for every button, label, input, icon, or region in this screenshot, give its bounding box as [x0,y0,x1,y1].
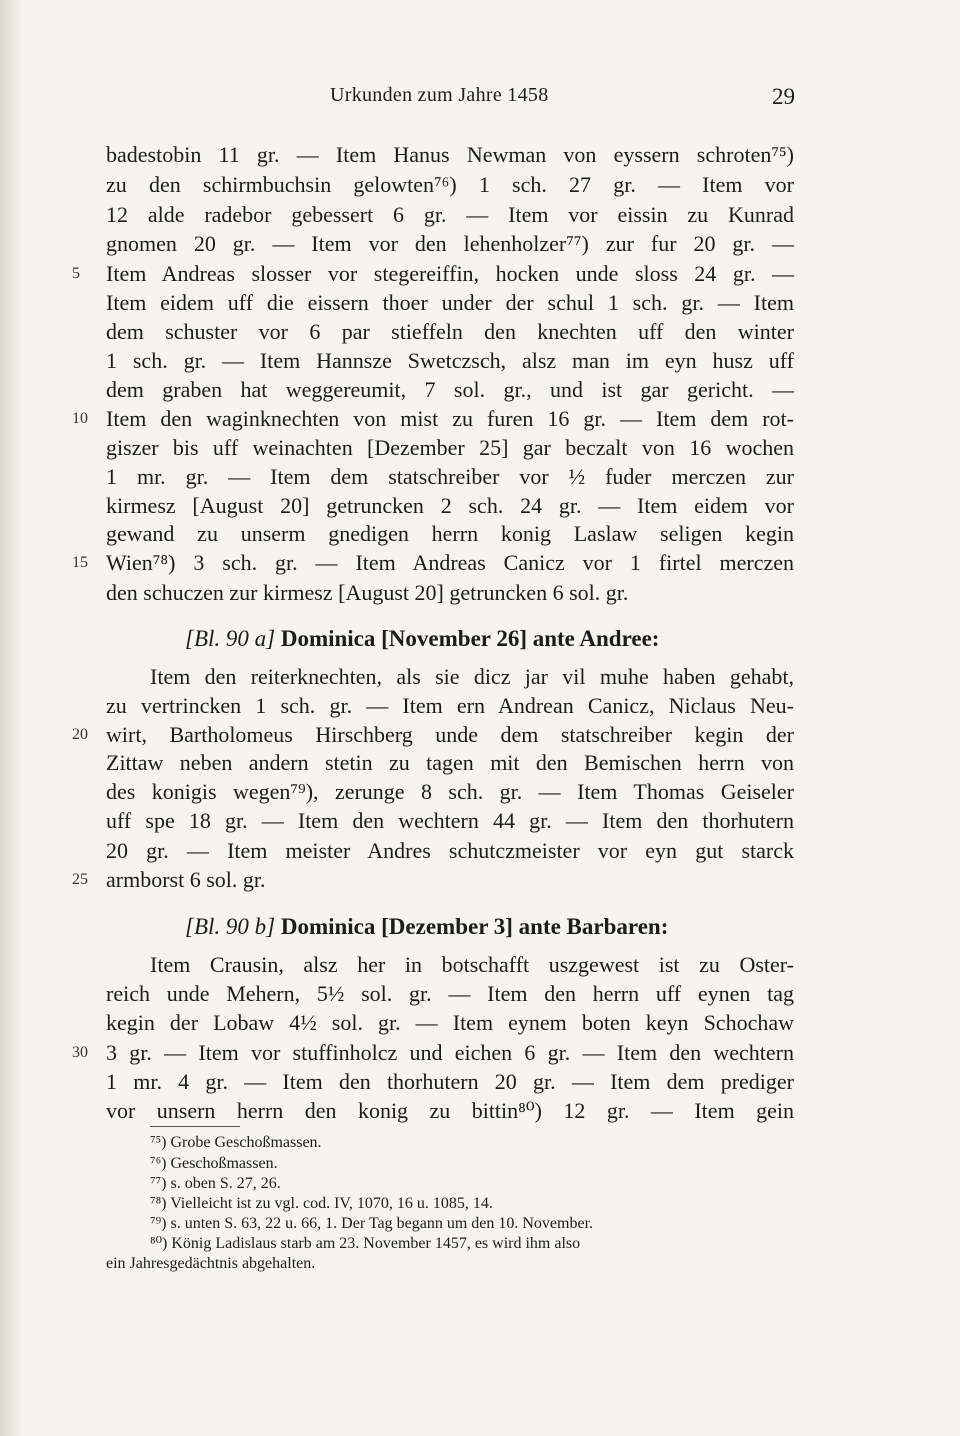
text-line: vor unsern herrn den konig zu bittin⁸⁰) 12 gr. — Item gein [106,1098,794,1123]
text-line: 20 gr. — Item meister Andres schutczmeister vor eyn gut starck [106,838,794,863]
text-line: wirt, Bartholomeus Hirschberg unde dem statschreiber kegin der [106,722,794,747]
text-line: 12 alde radebor gebessert 6 gr. — Item vor eissin zu Kunrad [106,202,794,227]
text-line: 1 mr. gr. — Item dem statschreiber vor ½ fuder merczen zur [106,464,794,489]
text-line: badestobin 11 gr. — Item Hanus Newman von eyssern schroten⁷⁵) [106,142,794,167]
text-line: 3 gr. — Item vor stuffinholcz und eichen 6 gr. — Item den wechtern [106,1040,794,1065]
line-number: 5 [72,265,80,282]
text-line: 1 mr. 4 gr. — Item den thorhutern 20 gr. — Item dem prediger [106,1069,794,1094]
line-number: 15 [72,554,88,571]
text-line: 1 sch. gr. — Item Hannsze Swetczsch, alsz man im eyn husz uff [106,348,794,373]
text-line: Item eidem uff die eissern thoer under der schul 1 sch. gr. — Item [106,290,794,315]
footnote: ⁷⁶) Geschoßmassen. [150,1155,278,1172]
page-number: 29 [772,84,795,109]
line-number: 20 [72,726,88,743]
folio-reference: [Bl. 90 a] [185,626,276,651]
text-line: Wien⁷⁸) 3 sch. gr. — Item Andreas Canicz vor 1 firtel merczen [106,550,794,575]
text-line: Item den waginknechten von mist zu furen 16 gr. — Item dem rot- [106,406,794,431]
text-line: zu den schirmbuchsin gelowten⁷⁶) 1 sch. 27 gr. — Item vor [106,172,794,197]
text-line: den schuczen zur kirmesz [August 20] getruncken 6 sol. gr. [106,580,629,605]
text-line: gewand zu unserm gnedigen herrn konig Laslaw seligen kegin [106,521,794,546]
footnote: ⁸⁰) König Ladislaus starb am 23. November 1457, es wird ihm also [150,1235,581,1252]
footnote-continuation: ein Jahresgedächtnis abgehalten. [106,1255,316,1272]
line-number: 25 [72,871,88,888]
section-heading-text: Dominica [November 26] ante Andree: [280,626,660,651]
text-line: Zittaw neben andern stetin zu tagen mit den Bemischen herrn von [106,750,794,775]
running-head: Urkunden zum Jahre 1458 [330,84,549,106]
text-line: kirmesz [August 20] getruncken 2 sch. 24 gr. — Item eidem vor [106,493,794,518]
text-line: armborst 6 sol. gr. [106,867,266,892]
section-heading [185,624,785,654]
scan-edge-shadow [0,0,22,1436]
section-heading [185,912,785,942]
text-line: dem graben hat weggereumit, 7 sol. gr., und ist gar gericht. — [106,377,794,402]
line-number: 10 [72,410,88,427]
text-line: kegin der Lobaw 4½ sol. gr. — Item eynem boten keyn Schochaw [106,1010,794,1035]
text-line: dem schuster vor 6 par stieffeln den knechten uff den winter [106,319,794,344]
text-line: reich unde Mehern, 5½ sol. gr. — Item den herrn uff eynen tag [106,981,794,1006]
page-header [0,84,960,114]
footnote: ⁷⁷) s. oben S. 27, 26. [150,1175,281,1192]
footnote: ⁷⁹) s. unten S. 63, 22 u. 66, 1. Der Tag begann um den 10. November. [150,1215,594,1232]
text-line: Item Andreas slosser vor stegereiffin, hocken unde sloss 24 gr. — [106,261,794,286]
section-heading-text: Dominica [Dezember 3] ante Barbaren: [280,914,669,939]
line-number: 30 [72,1044,88,1061]
footnote-separator [150,1126,240,1127]
footnote: ⁷⁸) Vielleicht ist zu vgl. cod. IV, 1070, 16 u. 1085, 14. [150,1195,493,1212]
text-line: gnomen 20 gr. — Item vor den lehenholzer⁷⁷) zur fur 20 gr. — [106,231,794,256]
folio-reference: [Bl. 90 b] [185,914,276,939]
text-line: Item Crausin, alsz her in botschafft uszgewest ist zu Oster- [150,952,794,977]
text-line: uff spe 18 gr. — Item den wechtern 44 gr. — Item den thorhutern [106,808,794,833]
text-line: des konigis wegen⁷⁹), zerunge 8 sch. gr. — Item Thomas Geiseler [106,779,794,804]
text-line: giszer bis uff weinachten [Dezember 25] gar beczalt von 16 wochen [106,435,794,460]
text-line: Item den reiterknechten, als sie dicz jar vil muhe haben gehabt, [150,664,794,689]
text-line: zu vertrincken 1 sch. gr. — Item ern Andrean Canicz, Niclaus Neu- [106,693,794,718]
footnote: ⁷⁵) Grobe Geschoßmassen. [150,1134,322,1151]
